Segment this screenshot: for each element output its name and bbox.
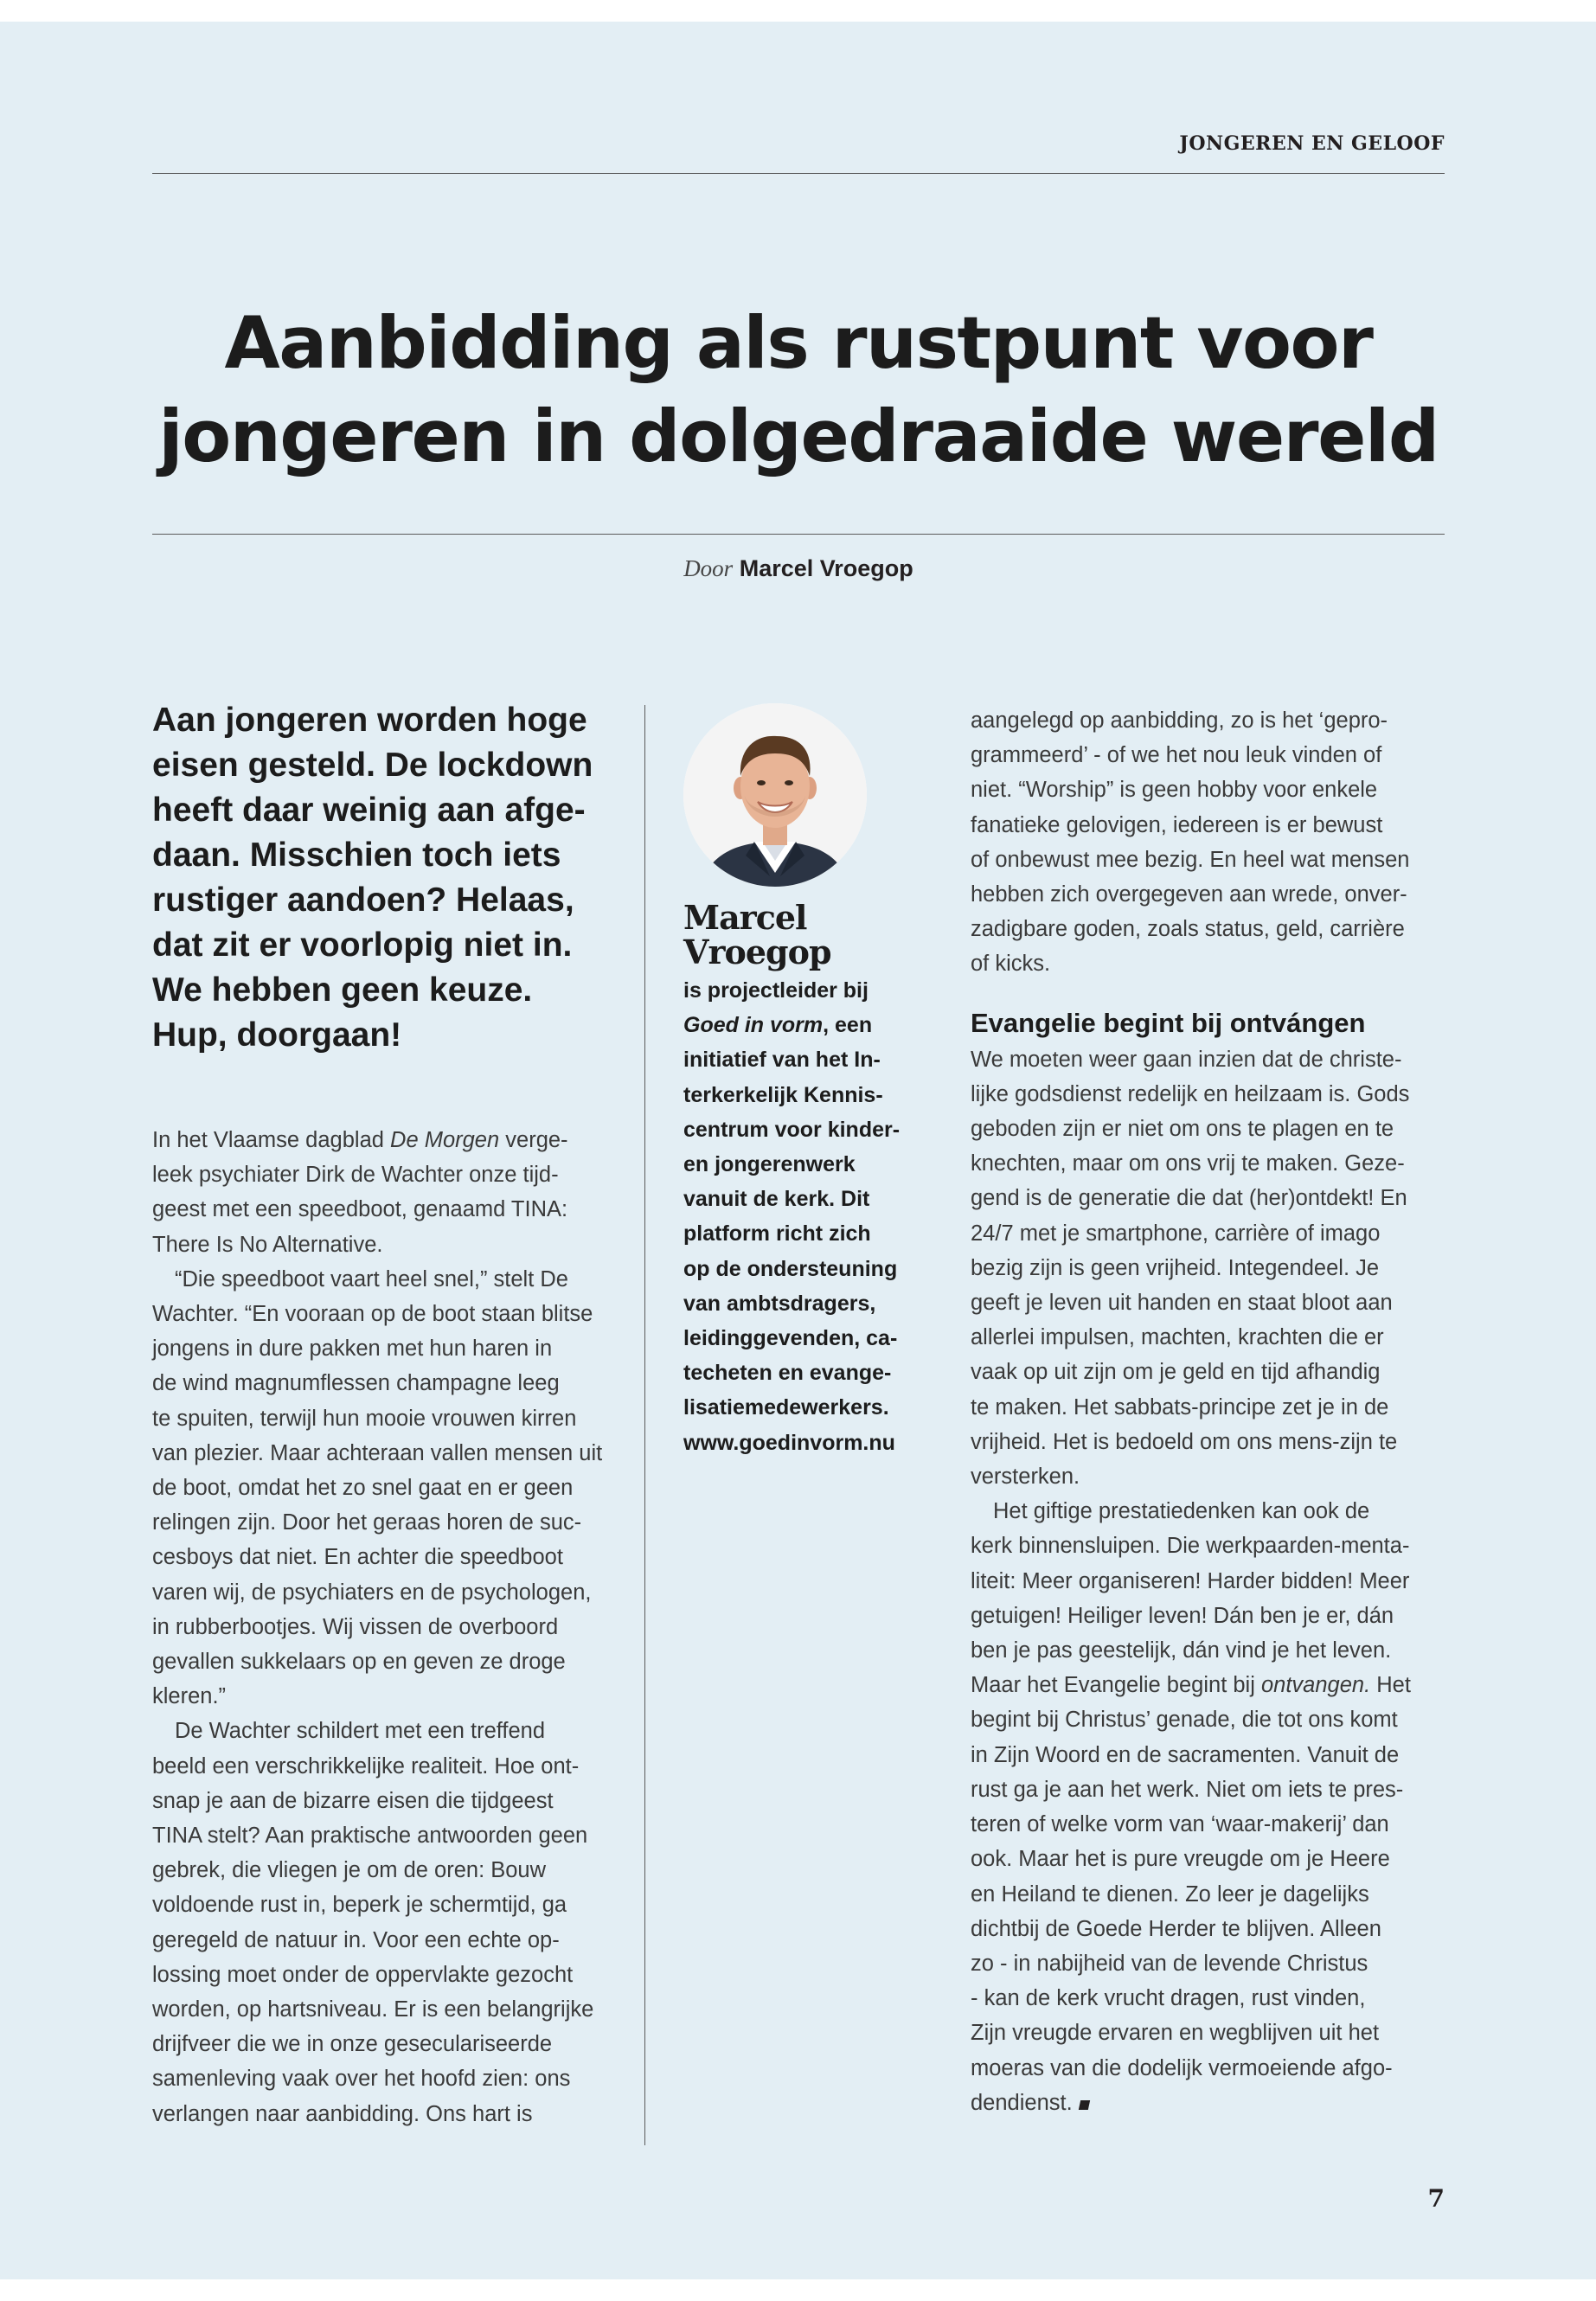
bio-line <box>683 1008 919 1042</box>
body-line: geboden zijn er niet om ons te plagen en te <box>971 1117 1394 1142</box>
body-line: worden, op hartsniveau. Er is een belangrijke <box>152 1997 594 2022</box>
body-line: verlangen naar aanbidding. Ons hart is <box>152 2101 533 2126</box>
lead-line: Hup, doorgaan! <box>152 1016 402 1054</box>
body-line <box>152 1123 630 1157</box>
body-line: dichtbij de Goede Herder te blijven. Alleen <box>971 1916 1381 1941</box>
end-mark-icon <box>1079 2100 1090 2110</box>
body-text: Maar het Evangelie begint bij <box>971 1673 1261 1698</box>
body-line: drijfveer die we in onze geseculariseerde <box>152 2032 553 2057</box>
bio-line: en jongerenwerk <box>683 1152 856 1177</box>
body-line: aangelegd op aanbidding, zo is het ‘gepro- <box>971 708 1388 733</box>
section-subheading: Evangelie begint bij ontvángen <box>971 1007 1366 1038</box>
title-line-1: Aanbidding als rustpunt voor <box>224 301 1373 385</box>
body-line: voldoende rust in, beperk je schermtijd, ga <box>152 1893 567 1918</box>
body-line: de boot, omdat het zo snel gaat en er geen <box>152 1476 574 1501</box>
body-line: gevallen sukkelaars op en geven ze droge <box>152 1650 566 1675</box>
body-line: snap je aan de bizarre eisen die tijdgeest <box>152 1788 554 1813</box>
newspaper-name: De Morgen <box>390 1128 500 1152</box>
body-line: Het giftige prestatiedenken kan ook de <box>993 1499 1370 1524</box>
lead-line: dat zit er voorlopig niet in. <box>152 926 573 964</box>
body-line: jongens in dure pakken met hun haren in <box>152 1336 553 1362</box>
body-line: knechten, maar om ons vrij te maken. Geze- <box>971 1151 1405 1176</box>
bio-line: leidinggevenden, ca- <box>683 1326 898 1351</box>
body-line: rust ga je aan het werk. Niet om iets te pres- <box>971 1777 1404 1802</box>
body-line: ook. Maar het is pure vreugde om je Heere <box>971 1847 1390 1872</box>
bio-line: vanuit de kerk. Dit <box>683 1187 870 1212</box>
bio-name <box>683 898 919 971</box>
bio-line: techeten en evange- <box>683 1361 892 1386</box>
body-line: lijke godsdienst redelijk en heilzaam is. Gods <box>971 1081 1410 1106</box>
body-line: fanatieke gelovigen, iedereen is er bewust <box>971 812 1383 837</box>
page-number: 7 <box>1427 2184 1445 2213</box>
body-line: 24/7 met je smartphone, carrière of imago <box>971 1221 1381 1246</box>
body-line <box>971 2086 1445 2120</box>
body-text: verge- <box>499 1128 568 1152</box>
body-line: De Wachter schildert met een treffend <box>175 1719 546 1744</box>
title-rule <box>152 534 1445 535</box>
section-label: JONGEREN EN GELOOF <box>1179 132 1445 155</box>
body-line: gebrek, die vliegen je om de oren: Bouw <box>152 1858 547 1883</box>
body-line: - kan de kerk vrucht dragen, rust vinden, <box>971 1986 1366 2011</box>
column-left <box>152 698 630 2131</box>
byline-prefix: Door <box>683 555 734 581</box>
body-line: geregeld de natuur in. Voor een echte op- <box>152 1927 560 1952</box>
body-line: We moeten weer gaan inzien dat de christe- <box>971 1047 1402 1072</box>
bio-last-name: Vroegop <box>683 933 831 971</box>
body-line: kerk binnensluipen. Die werkpaarden-menta- <box>971 1534 1410 1559</box>
bio-line: van ambtsdragers, <box>683 1291 876 1316</box>
body-line <box>971 1668 1445 1702</box>
bio-line: lisatiemedewerkers. <box>683 1395 889 1420</box>
body-line: bezig zijn is geen vrijheid. Integendeel. Je <box>971 1255 1380 1280</box>
body-line: in rubberbootjes. Wij vissen de overboord <box>152 1614 559 1639</box>
body-line: “Die speedboot vaart heel snel,” stelt De <box>175 1266 568 1292</box>
body-line: zo - in nabijheid van de levende Christus <box>971 1951 1368 1976</box>
body-line: of onbewust mee bezig. En heel wat mensen <box>971 847 1410 872</box>
body-line: versterken. <box>971 1465 1080 1490</box>
lead-line: Aan jongeren worden hoge <box>152 702 587 739</box>
body-text: Het <box>1370 1673 1411 1698</box>
body-line: liteit: Meer organiseren! Harder bidden! Meer <box>971 1568 1410 1593</box>
body-line: gend is de generatie die dat (her)ontdekt! En <box>971 1186 1407 1211</box>
body-line: begint bij Christus’ genade, die tot ons komt <box>971 1708 1398 1733</box>
bio-text: , een <box>823 1013 873 1038</box>
body-line: van plezier. Maar achteraan vallen mensen uit <box>152 1440 603 1465</box>
body-line: ben je pas geestelijk, dán vind je het leven. <box>971 1638 1392 1663</box>
body-line: There Is No Alternative. <box>152 1232 383 1257</box>
byline <box>152 551 1445 586</box>
lead-paragraph <box>152 698 630 1058</box>
author-portrait-illustration <box>683 703 867 887</box>
body-line: lossing moet onder de oppervlakte gezocht <box>152 1962 574 1987</box>
body-line: Wachter. “En vooraan op de boot staan blitse <box>152 1302 593 1327</box>
body-text: In het Vlaamse dagblad <box>152 1128 391 1152</box>
body-line: geeft je leven uit handen en staat bloot aan <box>971 1291 1393 1316</box>
bio-line: initiatief van het In- <box>683 1048 881 1073</box>
body-line: zadigbare goden, zoals status, geld, carrière <box>971 917 1405 942</box>
bio-line: terkerkelijk Kennis- <box>683 1082 883 1107</box>
body-line: grammeerd’ - of we het nou leuk vinden of <box>971 743 1382 768</box>
body-line: relingen zijn. Door het geraas horen de suc- <box>152 1510 582 1535</box>
body-line: Zijn vreugde ervaren en wegblijven uit het <box>971 2021 1380 2046</box>
body-line: moeras van die dodelijk vermoeiende afgo- <box>971 2055 1393 2080</box>
body-text: dendienst. <box>971 2090 1073 2115</box>
body-line: beeld een verschrikkelijke realiteit. Hoe ont- <box>152 1753 580 1779</box>
bio-website: www.goedinvorm.nu <box>683 1430 895 1455</box>
body-line: te maken. Het sabbats-principe zet je in de <box>971 1394 1389 1420</box>
lead-line: heeft daar weinig aan afge- <box>152 792 586 829</box>
body-line: teren of welke vorm van ‘waar-makerij’ dan <box>971 1812 1389 1837</box>
lead-line: rustiger aandoen? Helaas, <box>152 881 574 919</box>
body-line: niet. “Worship” is geen hobby voor enkele <box>971 778 1378 803</box>
lead-line: We hebben geen keuze. <box>152 971 533 1009</box>
article-title <box>152 297 1445 484</box>
body-line: getuigen! Heiliger leven! Dán ben je er, dán <box>971 1603 1394 1628</box>
body-line: vrijheid. Het is bedoeld om ons mens-zijn te <box>971 1429 1398 1454</box>
author-bio <box>683 703 919 1460</box>
body-line: vaak op uit zijn om je geld en tijd afhandig <box>971 1360 1381 1385</box>
body-line: of kicks. <box>971 952 1051 977</box>
header-rule <box>152 173 1445 174</box>
magazine-page <box>0 22 1596 2279</box>
column-divider <box>644 705 645 2145</box>
platform-name: Goed in vorm <box>683 1013 824 1038</box>
bio-first-name: Marcel <box>683 898 807 937</box>
bio-line: centrum voor kinder- <box>683 1117 901 1142</box>
body-line: varen wij, de psychiaters en de psychologen, <box>152 1580 592 1605</box>
body-line: de wind magnumflessen champagne leeg <box>152 1371 560 1396</box>
body-line: hebben zich overgegeven aan wrede, onver- <box>971 882 1407 907</box>
bio-line: is projectleider bij <box>683 978 869 1003</box>
body-line: en Heiland te dienen. Zo leer je dagelijks <box>971 1881 1369 1907</box>
body-line: allerlei impulsen, machten, krachten die er <box>971 1325 1384 1350</box>
bio-line: platform richt zich <box>683 1221 871 1247</box>
body-text-left <box>152 1123 630 2131</box>
body-line: samenleving vaak over het hoofd zien: ons <box>152 2067 571 2092</box>
column-right <box>971 703 1445 2120</box>
emphasis-word: ontvangen. <box>1260 1673 1371 1698</box>
title-line-2: jongeren in dolgedraaide wereld <box>158 394 1439 478</box>
byline-author: Marcel Vroegop <box>739 555 913 581</box>
body-line: TINA stelt? Aan praktische antwoorden geen <box>152 1823 588 1849</box>
lead-line: daan. Misschien toch iets <box>152 836 561 874</box>
body-line: in Zijn Woord en de sacramenten. Vanuit de <box>971 1742 1400 1767</box>
body-line: cesboys dat niet. En achter die speedboot <box>152 1545 563 1570</box>
author-photo <box>683 703 867 887</box>
body-line: kleren.” <box>152 1684 227 1709</box>
body-line: te spuiten, terwijl hun mooie vrouwen kirren <box>152 1406 577 1431</box>
body-line: leek psychiater Dirk de Wachter onze tijd- <box>152 1163 559 1188</box>
body-line: geest met een speedboot, genaamd TINA: <box>152 1197 568 1222</box>
bio-line: op de ondersteuning <box>683 1256 898 1281</box>
lead-line: eisen gesteld. De lockdown <box>152 747 593 784</box>
